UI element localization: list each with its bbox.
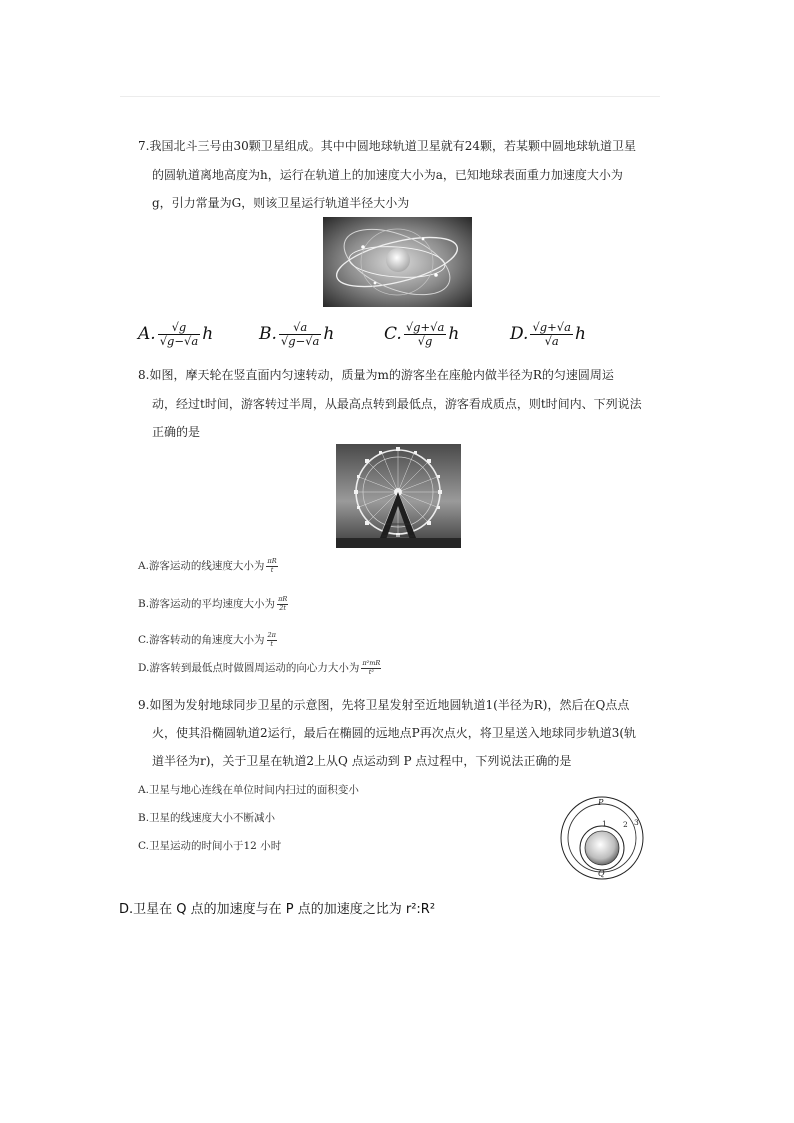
q8-option-d: D.游客转到最低点时做圆周运动的向心力大小为 $\frac{\text{π²mR}}{\text{t²}}$ bbox=[138, 659, 381, 676]
orbit-photo bbox=[323, 217, 472, 307]
q8-line-1: 8.如图，摩天轮在竖直面内匀速转动，质量为m的游客坐在座舱内做半径为R的匀速圆周运 bbox=[138, 368, 614, 382]
orbit-diagram bbox=[552, 796, 668, 882]
q7-option-c: C. $\frac{√g+√a}{√g}$ h bbox=[384, 320, 460, 349]
q7-line-3: g，引力常量为G，则该卫星运行轨道半径大小为 bbox=[152, 196, 410, 210]
q8-option-a: A.游客运动的线速度大小为 $\frac{\pi R}{t}$ bbox=[138, 557, 277, 574]
q7-option-d: D. $\frac{√g+√a}{√a}$ h bbox=[510, 320, 586, 349]
q9-line-1: 9.如图为发射地球同步卫星的示意图，先将卫星发射至近地圆轨道1(半径为R)，然后在Q点点 bbox=[138, 698, 630, 712]
q7-line-2: 的圆轨道离地高度为h，运行在轨道上的加速度大小为a，已知地球表面重力加速度大小为 bbox=[152, 168, 623, 182]
q7-option-a: A. $\frac{√g}{√g-√a}$ h bbox=[138, 320, 214, 349]
q9-option-a: A.卫星与地心连线在单位时间内扫过的面积变小 bbox=[138, 784, 359, 796]
label-p: P bbox=[598, 798, 604, 807]
q9-option-b: B.卫星的线速度大小不断减小 bbox=[138, 812, 276, 824]
q8-option-b: B.游客运动的平均速度大小为 $\frac{\pi R}{2t}$ bbox=[138, 595, 288, 612]
label-orbit-1: 1 bbox=[602, 819, 607, 828]
q7-option-b: B. $\frac{√a}{√g-√a}$ h bbox=[259, 320, 335, 349]
q9-line-3: 道半径为r)，关于卫星在轨道2上从Q 点运动到 P 点过程中，下列说法正确的是 bbox=[152, 754, 572, 768]
label-orbit-2: 2 bbox=[623, 820, 628, 829]
q9-option-c: C.卫星运动的时间小于12 小时 bbox=[138, 840, 282, 852]
label-orbit-3: 3 bbox=[634, 818, 639, 827]
q9-line-2: 火，使其沿椭圆轨道2运行，最后在椭圆的远地点P再次点火，将卫星送入地球同步轨道3(轨 bbox=[152, 726, 637, 740]
q8-line-3: 正确的是 bbox=[152, 425, 201, 439]
option-d-residue bbox=[138, 880, 400, 887]
label-q: Q bbox=[598, 869, 605, 878]
q8-line-2: 动，经过t时间，游客转过半周，从最高点转到最低点，游客看成质点，则t时间内、下列说法 bbox=[152, 397, 642, 411]
q7-line-1: 7.我国北斗三号由30颗卫星组成。其中中圆地球轨道卫星就有24颗，若某颗中圆地球轨道卫星 bbox=[138, 139, 636, 153]
header-rule bbox=[120, 96, 660, 97]
q9-option-d: D.卫星在 Q 点的加速度与在 P 点的加速度之比为 r²:R² bbox=[119, 902, 436, 917]
q8-option-c: C.游客转动的角速度大小为 $\frac{2\pi}{t}$ bbox=[138, 631, 276, 648]
ferris-wheel-photo bbox=[336, 444, 461, 548]
